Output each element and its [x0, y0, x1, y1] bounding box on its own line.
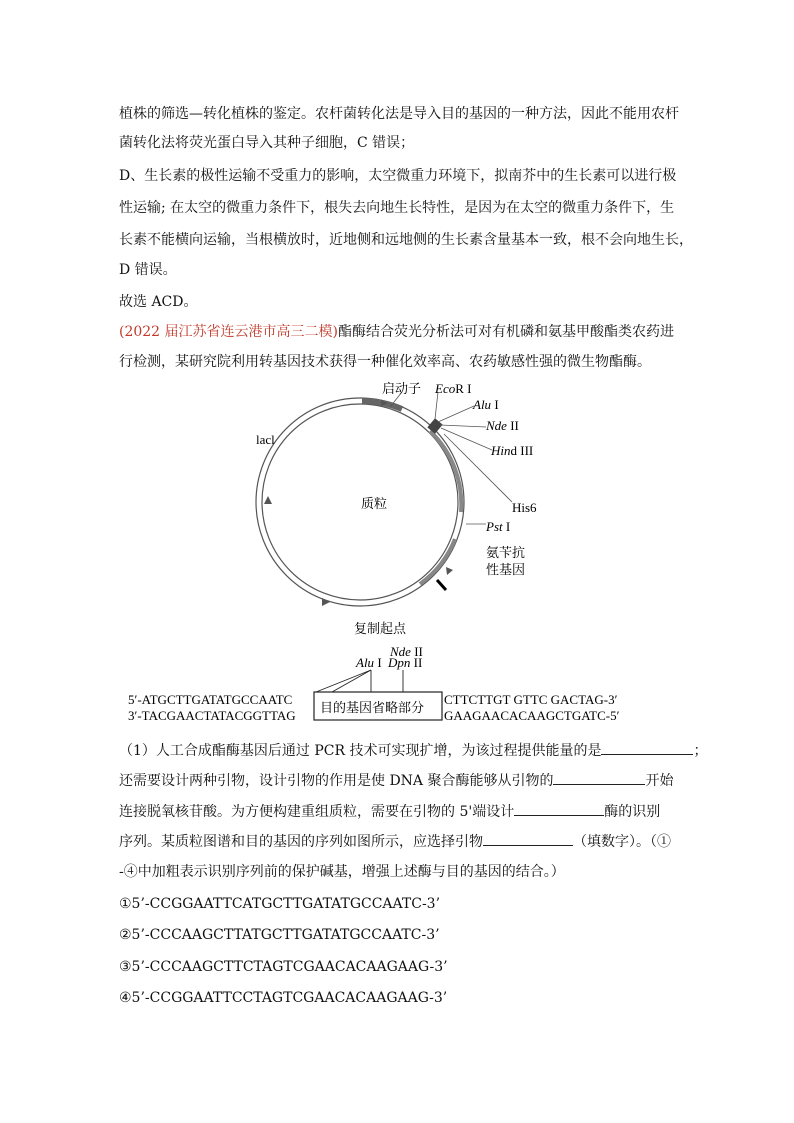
answer-blank[interactable] [514, 801, 604, 816]
text-line: D、生长素的极性运输不受重力的影响，太空微重力环境下，拟南芥中的生长素可以进行极 [119, 168, 677, 184]
question-text: 连接脱氧核苷酸。为方便构建重组质粒，需要在引物的 5'端设计 [119, 804, 515, 820]
question-line: -④中加粗表示识别序列前的保护碱基，增强上述酶与目的基因的结合。） [119, 864, 565, 880]
question-text: 开始 [645, 773, 674, 789]
question-line [119, 831, 671, 852]
question-intro [119, 322, 674, 342]
ori-mark [437, 580, 446, 590]
leader-line [440, 425, 486, 427]
text-line: 性运输; 在太空的微重力条件下，根失去向地生长特性，是因为在太空的微重力条件下，生 [119, 200, 675, 216]
amp-label-line2: 性基因 [486, 563, 526, 578]
question-line [119, 770, 673, 791]
option-4: ④5’-CCGGAATTCCTAGTCGAACACAAGAAG-3’ [119, 990, 448, 1006]
lacl-arrow [264, 496, 272, 504]
answer-blank[interactable] [601, 740, 693, 755]
ori-label: 复制起点 [354, 622, 407, 637]
option-1: ①5’-CCGGAATTCATGCTTGATATGCCAATC-3’ [119, 896, 441, 912]
seq-top-right: CTTCTTGT GTTC GACTAG-3′ [444, 692, 618, 707]
alui-label: Alu I [473, 397, 499, 412]
omitted-gene-label: 目的基因省略部分 [320, 701, 425, 716]
ecori-label: EcoR I [435, 381, 472, 396]
text-line: 长素不能横向运输，当根横放时，近地侧和远地侧的生长素含量基本一致，根不会向地生长， [119, 232, 693, 248]
amp-arrow [446, 567, 453, 575]
promoter-label: 启动子 [382, 382, 422, 397]
plasmid-ring-inner [262, 404, 458, 600]
text-line: 行检测，某研究院利用转基因技术获得一种催化效率高、农药敏感性强的微生物酯酶。 [119, 354, 651, 370]
question-text: （1）人工合成酯酶基因后通过 PCR 技术可实现扩增，为该过程提供能量的是 [119, 743, 602, 759]
text-line: 故选 ACD。 [119, 294, 198, 310]
pointer-line [316, 670, 371, 692]
question-intro-text: 酯酶结合荧光分析法可对有机磷和氨基甲酸酯类农药进 [338, 324, 675, 340]
psti-label: Pst I [486, 519, 511, 534]
question-line [119, 801, 660, 822]
amp-label-line1: 氨苄抗 [486, 546, 526, 561]
hindiii-label: Hind III [491, 443, 534, 458]
seq-top-left: 5′-ATGCTTGATATGCCAATC [128, 692, 293, 707]
question-line [119, 740, 707, 761]
option-2: ②5’-CCCAAGCTTATGCTTGATATGCCAATC-3’ [119, 927, 440, 943]
question-text: ； [693, 743, 708, 759]
answer-blank[interactable] [483, 831, 573, 846]
his6-label: His6 [512, 500, 537, 515]
gene-sequence-diagram [118, 640, 658, 725]
option-3: ③5’-CCCAAGCTTCTAGTCGAACACAAGAAG-3’ [119, 959, 448, 975]
question-text: 酶的识别 [604, 804, 661, 820]
pointer-line [332, 670, 371, 692]
ori-arrow [322, 598, 330, 606]
text-line: D 错误。 [119, 262, 177, 278]
plasmid-diagram [230, 374, 560, 640]
text-line: 菌转化法将荧光蛋白导入其种子细胞，C 错误； [119, 135, 415, 151]
alu-i-seq-label: Alu I [356, 655, 382, 670]
dpn-ii-seq-label: Dpn II [388, 655, 423, 670]
leader-line [438, 406, 474, 422]
leader-line [435, 392, 438, 419]
seq-bottom-left: 3′-TACGAACTATACGGTTAG [128, 708, 296, 723]
nde-ii-seq-label: Nde II [390, 644, 423, 659]
plasmid-center-label: 质粒 [361, 497, 388, 512]
answer-blank[interactable] [553, 770, 645, 785]
question-text: （填数字）。（① [573, 834, 671, 850]
ndeii-label: Nde II [486, 418, 519, 433]
question-text: 还需要设计两种引物，设计引物的作用是使 DNA 聚合酶能够从引物的 [119, 773, 554, 789]
text-line: 植株的筛选—转化植株的鉴定。农杆菌转化法是导入目的基因的一种方法，因此不能用农杆 [119, 106, 679, 122]
seq-bottom-right: GAAGAACACAAGCTGATC-5′ [444, 708, 620, 723]
lacl-label: lacl [256, 432, 275, 447]
question-source: (2022 届江苏省连云港市高三二模) [119, 324, 339, 340]
question-text: 序列。某质粒图谱和目的基因的序列如图所示，应选择引物 [119, 834, 483, 850]
